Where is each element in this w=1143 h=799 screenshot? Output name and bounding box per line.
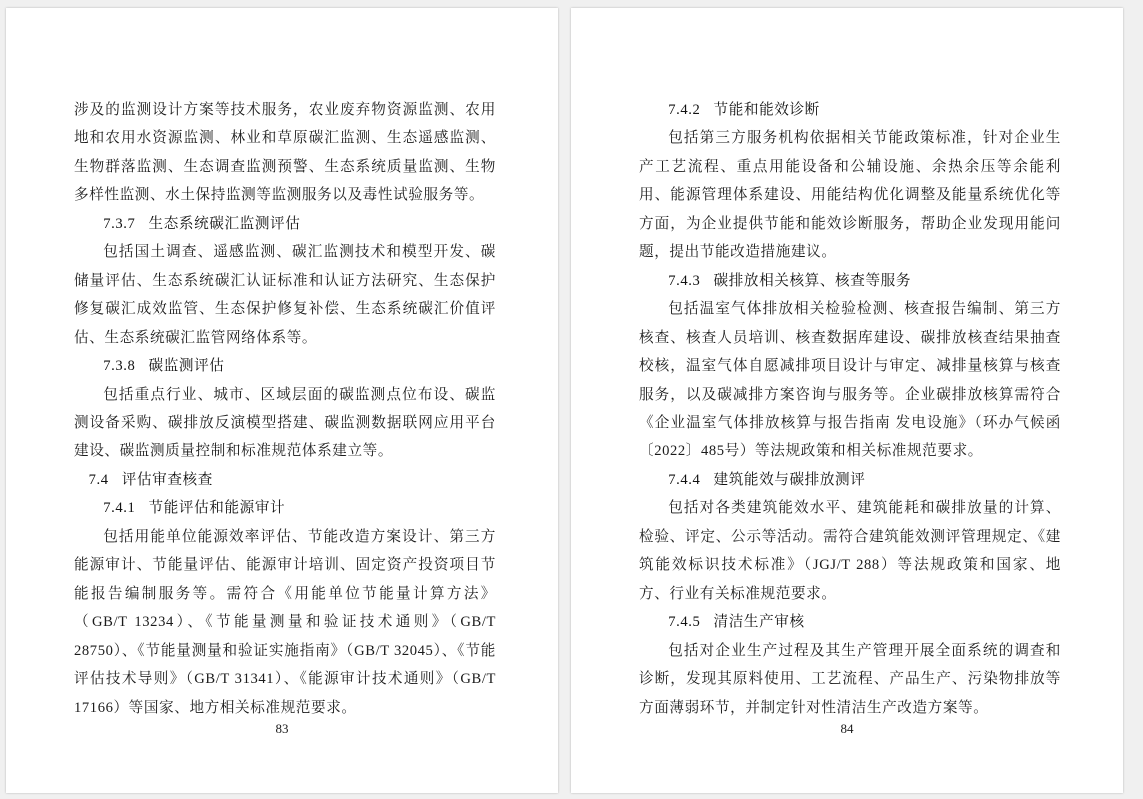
body-paragraph: 涉及的监测设计方案等技术服务，农业废弃物资源监测、农用地和农用水资源监测、林业和草原碳汇监测、生态遥感监测、生物群落监测、生态调查监测预警、生态系统质量监测、生物多样性监测、水土保持监测等监测服务以及毒性试验服务等。 [74,102,496,204]
page-number-right: 84 [840,721,854,736]
section-heading [639,466,1061,494]
section-title: 碳排放相关核算、核查等服务 [713,272,912,289]
page-right-blocks [639,96,1061,722]
document-page-right [571,8,1123,793]
section-number: 7.4.2 [668,102,701,118]
section-heading [74,466,496,494]
section-title: 节能和能效诊断 [713,102,820,118]
section-heading [639,608,1061,636]
section-title: 生态系统碳汇监测评估 [148,215,301,232]
page-number-left: 83 [275,721,289,736]
section-heading [74,494,496,522]
body-paragraph: 包括用能单位能源效率评估、节能改造方案设计、第三方能源审计、节能量评估、能源审计培训、固定资产投资项目节能报告编制服务等。需符合《用能单位节能量计算方法》（GB/T 13234）、《节能量测量和验证技术通则》（GB/T 28750）、《节能量测量和验证实施指南》（GB/T 32045）、《节能评估技术导则》（GB/T 31341）、《能源审计技术通则》（GB/T 17166）等国家、地方相关标准规范要求。 [74,528,496,716]
section-heading [74,352,496,380]
body-paragraph: 包括国土调查、遥感监测、碳汇监测技术和模型开发、碳储量评估、生态系统碳汇认证标准和认证方法研究、生态保护修复碳汇成效监管、生态保护修复补偿、生态系统碳汇价值评估、生态系统碳汇监管网络体系等。 [74,244,496,346]
document-page-left [6,8,558,793]
body-paragraph: 包括重点行业、城市、区域层面的碳监测点位布设、碳监测设备采购、碳排放反演模型搭建、碳监测数据联网应用平台建设、碳监测质量控制和标准规范体系建立等。 [74,386,496,460]
page-left-blocks [74,96,496,722]
page-right-content [571,8,1123,793]
section-heading [639,96,1061,124]
section-heading [74,210,496,238]
section-title: 建筑能效与碳排放测评 [713,471,866,488]
body-paragraph: 包括对企业生产过程及其生产管理开展全面系统的调查和诊断，发现其原料使用、工艺流程、产品生产、污染物排放等方面薄弱环节，并制定针对性清洁生产改造方案等。 [639,642,1061,716]
section-title: 碳监测评估 [148,358,225,375]
section-title: 节能评估和能源审计 [148,500,286,517]
section-heading [639,267,1061,295]
page-left-content [6,8,558,793]
section-number: 7.3.7 [103,215,136,232]
body-paragraph: 包括第三方服务机构依据相关节能政策标准，针对企业生产工艺流程、重点用能设备和公辅设施、余热余压等余能利用、能源管理体系建设、用能结构优化调整及能量系统优化等方面，为企业提供节能和能效诊断服务，帮助企业发现用能问题，提出节能改造措施建议。 [639,130,1061,261]
section-number: 7.4.3 [668,272,701,289]
section-title: 评估审查核查 [121,471,213,488]
section-title: 清洁生产审核 [713,614,805,631]
section-number: 7.4.5 [668,614,701,631]
section-number: 7.4.4 [668,471,701,488]
section-number: 7.3.8 [103,358,136,375]
body-paragraph: 包括对各类建筑能效水平、建筑能耗和碳排放量的计算、检验、评定、公示等活动。需符合建筑能效测评管理规定、《建筑能效标识技术标准》（JGJ/T 288）等法规政策和国家、地方、行业有关标准规范要求。 [639,500,1061,602]
section-number: 7.4 [88,471,109,488]
body-paragraph: 包括温室气体排放相关检验检测、核查报告编制、第三方核查、核查人员培训、核查数据库建设、碳排放核查结果抽查校核，温室气体自愿减排项目设计与审定、减排量核算与核查服务，以及碳减排方案咨询与服务等。企业碳排放核算需符合《企业温室气体排放核算与报告指南 发电设施》（环办气候函〔2022〕485号）等法规政策和相关标准规范要求。 [639,301,1061,460]
section-number: 7.4.1 [103,500,136,517]
